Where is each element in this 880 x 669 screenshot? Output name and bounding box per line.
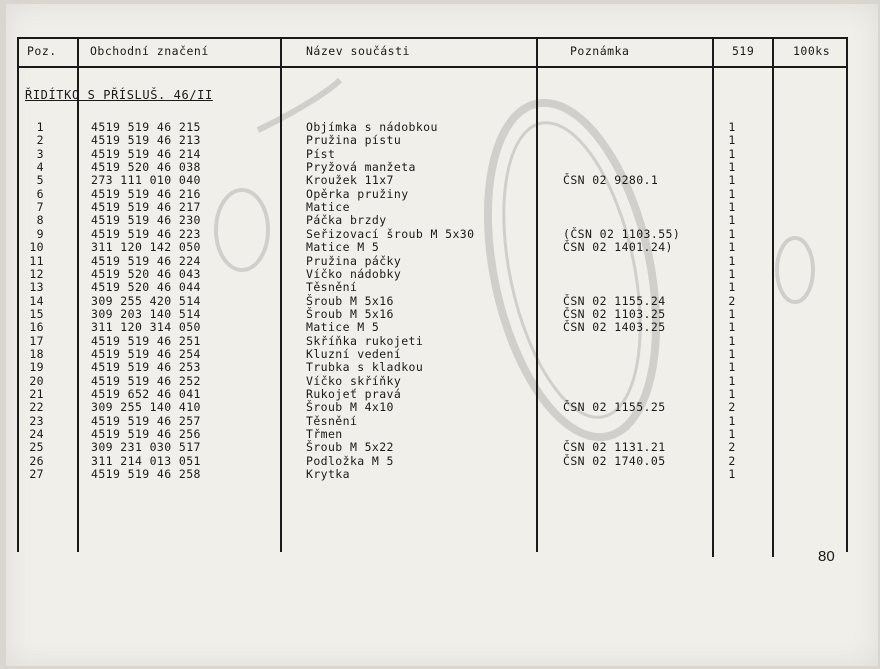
table-row (0, 441, 880, 454)
row-position: 6 (36, 186, 44, 201)
table-row (0, 401, 880, 414)
row-position: 11 (29, 253, 44, 268)
row-part-name: Objímka s nádobkou (306, 120, 438, 134)
row-position: 21 (29, 387, 44, 401)
row-part-name: Matice M 5 (306, 240, 380, 255)
row-position: 18 (29, 346, 44, 361)
row-trade-code: 4519 519 46 215 (91, 120, 201, 134)
row-part-name: Šroub M 5x16 (306, 293, 394, 308)
table-row (0, 134, 880, 147)
row-note: ČSN 02 1155.25 (563, 400, 666, 415)
row-quantity: 1 (728, 427, 736, 442)
table-row (0, 281, 880, 294)
row-position: 7 (36, 200, 44, 215)
row-trade-code: 4519 519 46 257 (91, 413, 201, 428)
row-note: ČSN 02 1155.24 (563, 293, 666, 308)
row-part-name: Matice M 5 (306, 320, 380, 335)
row-part-name: Skříňka rukojeti (306, 333, 424, 348)
row-part-name: Pryžová manžeta (306, 160, 416, 175)
table-row (0, 214, 880, 227)
row-part-name: Krytka (306, 467, 350, 482)
row-part-name: Trubka s kladkou (306, 360, 424, 375)
row-position: 23 (29, 413, 44, 428)
row-part-name: Víčko skříňky (306, 373, 402, 388)
row-part-name: Seřizovací šroub M 5x30 (306, 226, 475, 241)
row-trade-code: 4519 519 46 258 (91, 467, 201, 482)
header-519: 519 (732, 44, 755, 58)
row-part-name: Píst (306, 146, 336, 161)
row-quantity: 2 (728, 400, 736, 415)
row-position: 20 (29, 373, 44, 388)
row-position: 25 (29, 440, 44, 455)
row-quantity: 1 (728, 333, 736, 348)
row-part-name: Šroub M 4x10 (306, 400, 394, 415)
header-trade-designation: Obchodní značení (90, 44, 209, 58)
row-part-name: Těsnění (306, 280, 358, 295)
table-row (0, 295, 880, 308)
row-note: ČSN 02 1131.21 (563, 440, 666, 455)
row-part-name: Podložka M 5 (306, 453, 394, 468)
row-quantity: 1 (728, 200, 736, 215)
row-trade-code: 4519 519 46 252 (91, 373, 201, 388)
row-note: ČSN 02 1403.25 (563, 320, 666, 335)
row-trade-code: 4519 519 46 216 (91, 186, 201, 201)
row-trade-code: 311 214 013 051 (91, 453, 201, 468)
row-position: 1 (36, 120, 44, 134)
row-position: 13 (29, 280, 44, 295)
table-row (0, 335, 880, 348)
row-note: (ČSN 02 1103.55) (563, 226, 681, 241)
header-note: Poznámka (570, 44, 630, 58)
row-trade-code: 4519 520 46 038 (91, 160, 201, 175)
row-trade-code: 273 111 010 040 (91, 173, 201, 188)
row-quantity: 1 (728, 253, 736, 268)
row-trade-code: 309 203 140 514 (91, 306, 201, 321)
row-position: 3 (36, 146, 44, 161)
row-trade-code: 4519 519 46 256 (91, 427, 201, 442)
row-trade-code: 4519 520 46 044 (91, 280, 201, 295)
row-trade-code: 311 120 314 050 (91, 320, 201, 335)
row-note: ČSN 02 9280.1 (563, 173, 659, 188)
row-part-name: Šroub M 5x22 (306, 440, 394, 455)
row-quantity: 1 (728, 467, 736, 482)
row-part-name: Kroužek 11x7 (306, 173, 394, 188)
row-position: 10 (29, 240, 44, 255)
table-row (0, 255, 880, 268)
row-position: 16 (29, 320, 44, 335)
row-position: 2 (36, 133, 44, 148)
row-trade-code: 4519 519 46 254 (91, 346, 201, 361)
header-bottom-rule (17, 66, 847, 68)
row-quantity: 1 (728, 280, 736, 295)
row-position: 19 (29, 360, 44, 375)
row-part-name: Pružina páčky (306, 253, 402, 268)
row-quantity: 1 (728, 320, 736, 335)
row-position: 8 (36, 213, 44, 228)
row-trade-code: 309 231 030 517 (91, 440, 201, 455)
header-poz: Poz. (27, 44, 57, 58)
row-position: 26 (29, 453, 44, 468)
row-part-name: Matice (306, 200, 350, 215)
row-trade-code: 4519 519 46 213 (91, 133, 201, 148)
row-quantity: 1 (728, 133, 736, 148)
row-trade-code: 4519 519 46 223 (91, 226, 201, 241)
header-100ks: 100ks (793, 44, 831, 58)
table-row (0, 468, 880, 481)
table-row (0, 174, 880, 187)
row-trade-code: 4519 519 46 224 (91, 253, 201, 268)
row-position: 9 (36, 226, 44, 241)
row-part-name: Šroub M 5x16 (306, 306, 394, 321)
page-number: 80 (818, 548, 835, 565)
row-quantity: 1 (728, 213, 736, 228)
row-quantity: 2 (728, 453, 736, 468)
row-part-name: Třmen (306, 427, 343, 442)
row-position: 12 (29, 266, 44, 281)
row-position: 22 (29, 400, 44, 415)
row-trade-code: 4519 519 46 230 (91, 213, 201, 228)
row-quantity: 1 (728, 373, 736, 388)
row-trade-code: 311 120 142 050 (91, 240, 201, 255)
row-part-name: Těsnění (306, 413, 358, 428)
table-row (0, 321, 880, 334)
row-trade-code: 4519 652 46 041 (91, 387, 201, 401)
row-quantity: 1 (728, 346, 736, 361)
row-quantity: 1 (728, 387, 736, 401)
row-trade-code: 4519 519 46 253 (91, 360, 201, 375)
row-quantity: 2 (728, 293, 736, 308)
row-quantity: 2 (728, 440, 736, 455)
row-position: 15 (29, 306, 44, 321)
table-row (0, 241, 880, 254)
row-note: ČSN 02 1401.24) (563, 240, 673, 255)
row-quantity: 1 (728, 306, 736, 321)
row-position: 14 (29, 293, 44, 308)
row-trade-code: 309 255 420 514 (91, 293, 201, 308)
row-quantity: 1 (728, 266, 736, 281)
row-position: 17 (29, 333, 44, 348)
row-trade-code: 4519 519 46 217 (91, 200, 201, 215)
row-quantity: 1 (728, 360, 736, 375)
row-quantity: 1 (728, 160, 736, 175)
row-part-name: Víčko nádobky (306, 266, 402, 281)
table-top-rule (17, 37, 847, 39)
row-note: ČSN 02 1103.25 (563, 306, 666, 321)
row-trade-code: 309 255 140 410 (91, 400, 201, 415)
header-part-name: Název součásti (306, 44, 410, 58)
row-trade-code: 4519 519 46 214 (91, 146, 201, 161)
row-quantity: 1 (728, 146, 736, 161)
row-quantity: 1 (728, 413, 736, 428)
row-part-name: Kluzní vedení (306, 346, 402, 361)
row-position: 24 (29, 427, 44, 442)
row-trade-code: 4519 520 46 043 (91, 266, 201, 281)
row-quantity: 1 (728, 173, 736, 188)
section-title: ŘIDÍTKO S PŘÍSLUŠ. 46/II (25, 88, 213, 102)
row-quantity: 1 (728, 226, 736, 241)
row-position: 4 (36, 160, 44, 175)
row-position: 27 (29, 467, 44, 482)
row-position: 5 (36, 173, 44, 188)
row-part-name: Opěrka pružiny (306, 186, 409, 201)
row-trade-code: 4519 519 46 251 (91, 333, 201, 348)
row-part-name: Pružina pístu (306, 133, 402, 148)
row-quantity: 1 (728, 120, 736, 134)
row-part-name: Rukojeť pravá (306, 387, 402, 401)
row-quantity: 1 (728, 240, 736, 255)
row-note: ČSN 02 1740.05 (563, 453, 666, 468)
row-quantity: 1 (728, 186, 736, 201)
table-row (0, 361, 880, 374)
row-part-name: Páčka brzdy (306, 213, 387, 228)
